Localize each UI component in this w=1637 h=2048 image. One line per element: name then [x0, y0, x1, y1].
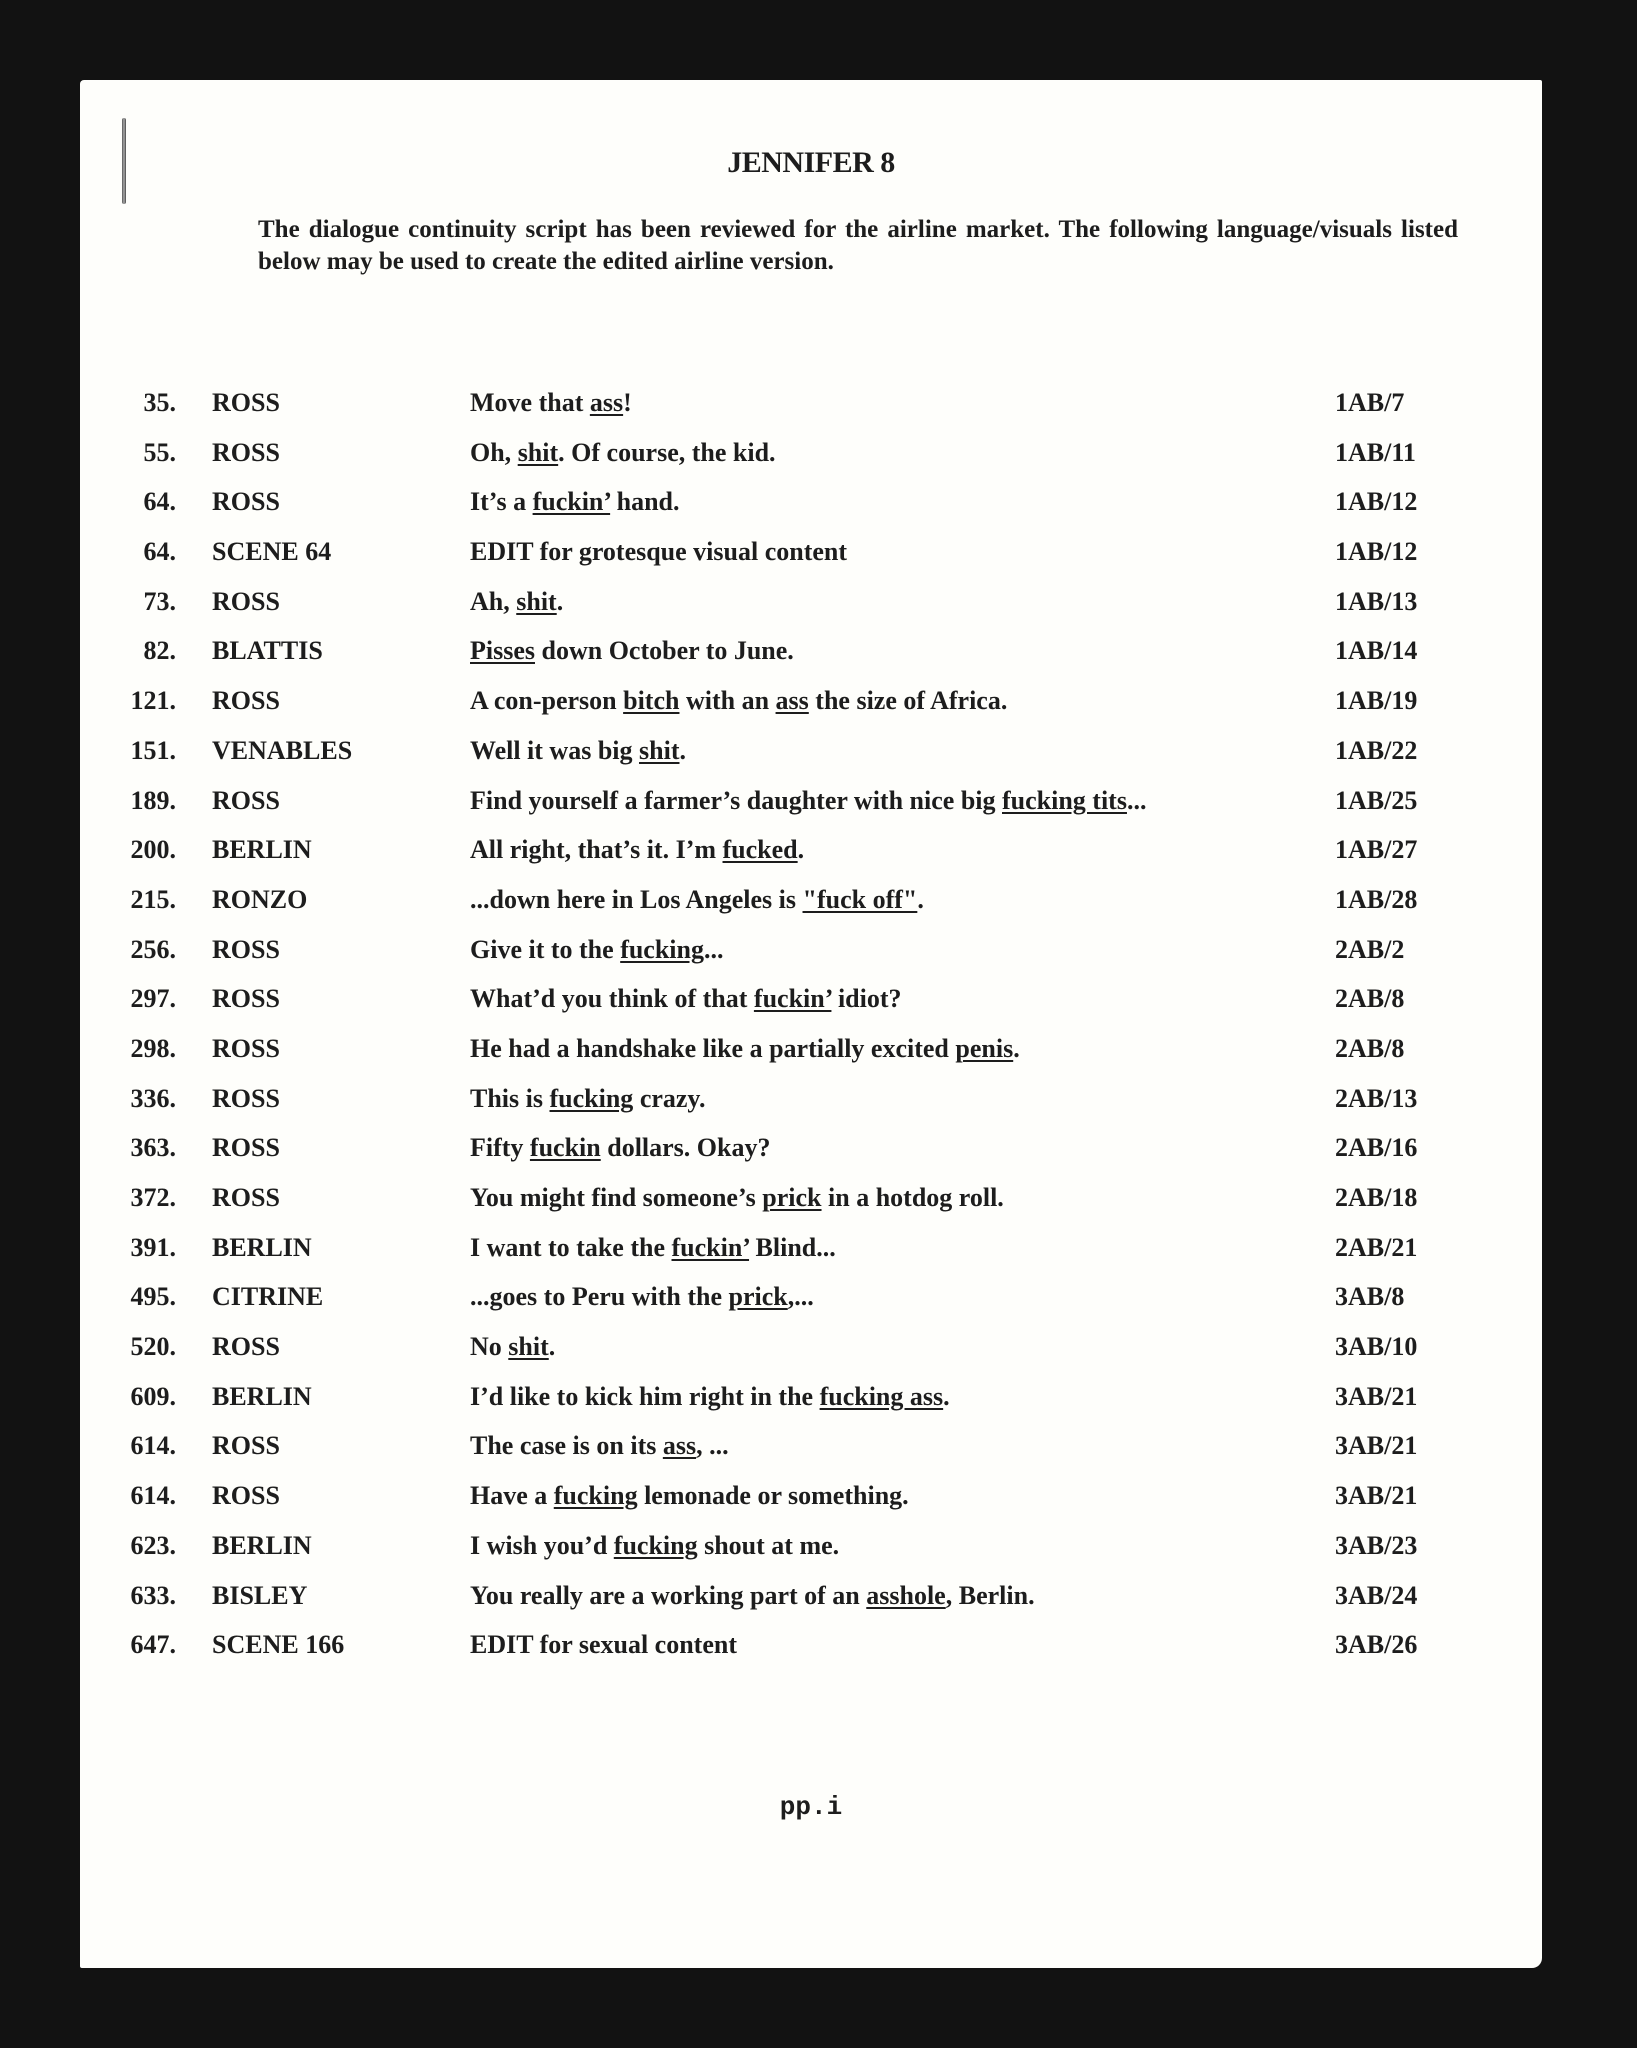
line-text: in a hotdog roll.: [821, 1183, 1004, 1212]
dialogue-line: [470, 1228, 836, 1268]
line-text: EDIT for grotesque visual content: [470, 537, 848, 567]
flagged-word: fucking: [620, 934, 704, 964]
line-text: Find yourself a farmer’s daughter with nice big: [470, 785, 1002, 815]
reel-reference: 2AB/18: [1335, 1183, 1418, 1212]
flagged-word: fucking: [613, 1530, 698, 1560]
speaker-name: BERLIN: [212, 835, 312, 865]
document-page: [80, 80, 1542, 1968]
dialogue-row: [80, 433, 1542, 483]
reel-reference: 3AB/23: [1335, 1530, 1418, 1560]
dialogue-row: [80, 930, 1542, 980]
line-text: No: [470, 1332, 509, 1362]
cue-number: 614.: [130, 1481, 176, 1511]
cue-number: 297.: [130, 984, 176, 1014]
reel-reference: 3AB/26: [1335, 1630, 1418, 1660]
speaker-name: ROSS: [212, 686, 280, 716]
dialogue-line: [470, 1178, 1004, 1218]
flagged-word: shit: [517, 437, 559, 467]
line-text: Have a: [470, 1481, 554, 1511]
line-text: Fifty: [470, 1133, 530, 1163]
flagged-word: fuckin’: [671, 1232, 750, 1262]
reel-reference: 1AB/27: [1335, 835, 1418, 865]
speaker-name: ROSS: [212, 1481, 280, 1511]
speaker-name: ROSS: [212, 1183, 280, 1212]
dialogue-row: [80, 1277, 1542, 1327]
line-text: What’d you think of that: [470, 984, 754, 1014]
line-text: ...: [1126, 785, 1147, 815]
line-text: !: [623, 388, 632, 417]
speaker-name: ROSS: [212, 984, 280, 1014]
flagged-word: fucking: [553, 1481, 638, 1511]
cue-number: 336.: [130, 1083, 176, 1113]
dialogue-row: [80, 582, 1542, 632]
line-text: Well it was big: [470, 735, 640, 765]
line-text: down October to June.: [535, 636, 794, 666]
line-text: .: [679, 735, 686, 765]
dialogue-line: [470, 1377, 950, 1417]
line-text: Give it to the: [470, 934, 621, 964]
line-text: .: [917, 884, 924, 914]
flagged-word: ass: [775, 686, 809, 716]
speaker-name: BERLIN: [212, 1232, 312, 1262]
dialogue-line: [470, 383, 632, 423]
line-text: Oh,: [470, 437, 518, 467]
reel-reference: 1AB/22: [1335, 735, 1418, 765]
dialogue-row: [80, 1576, 1542, 1626]
reel-reference: 2AB/8: [1335, 1033, 1405, 1063]
cue-number: 623.: [130, 1530, 176, 1560]
dialogue-row: [80, 1625, 1542, 1675]
dialogue-line: [470, 1426, 729, 1466]
dialogue-line: [470, 781, 1146, 821]
page-number: pp.i: [779, 1792, 843, 1822]
dialogue-row: [80, 731, 1542, 781]
flagged-word: bitch: [623, 686, 680, 716]
line-text: .: [797, 835, 805, 865]
speaker-name: ROSS: [212, 437, 280, 467]
line-text: ...: [704, 934, 724, 964]
reel-reference: 1AB/13: [1335, 586, 1418, 616]
line-text: dollars. Okay?: [600, 1133, 771, 1163]
dialogue-row: [80, 1178, 1542, 1228]
dialogue-line: [470, 731, 686, 771]
line-text: , ...: [696, 1431, 729, 1461]
speaker-name: ROSS: [212, 487, 280, 517]
line-text: Blind...: [749, 1232, 836, 1262]
line-text: ...goes to Peru with the: [470, 1282, 729, 1312]
line-text: The case is on its: [470, 1431, 663, 1461]
cue-number: 495.: [130, 1282, 176, 1312]
reel-reference: 1AB/19: [1335, 686, 1418, 716]
flagged-word: fucking tits: [1002, 785, 1127, 815]
flagged-word: fucking ass: [819, 1381, 944, 1411]
cue-number: 200.: [130, 835, 176, 865]
reel-reference: 1AB/12: [1335, 487, 1418, 517]
cue-number: 633.: [130, 1580, 176, 1610]
flagged-word: fucking: [549, 1083, 634, 1113]
reel-reference: 2AB/2: [1335, 934, 1405, 964]
reel-reference: 1AB/12: [1335, 537, 1418, 567]
reel-reference: 3AB/21: [1335, 1481, 1418, 1511]
cue-number: 520.: [130, 1332, 176, 1362]
flagged-word: shit: [639, 735, 680, 765]
reel-reference: 3AB/21: [1335, 1431, 1418, 1461]
speaker-name: BLATTIS: [212, 636, 323, 666]
speaker-name: RONZO: [212, 884, 308, 914]
dialogue-line: [470, 830, 804, 870]
line-text: shout at me.: [697, 1530, 840, 1560]
speaker-name: ROSS: [212, 785, 280, 815]
document-title: JENNIFER 8: [727, 146, 895, 179]
dialogue-line: [470, 532, 847, 572]
reel-reference: 2AB/21: [1335, 1232, 1418, 1262]
reel-reference: 1AB/7: [1335, 388, 1405, 417]
dialogue-row: [80, 383, 1542, 433]
cue-number: 609.: [130, 1381, 176, 1411]
dialogue-line: [470, 1327, 555, 1367]
cue-number: 372.: [130, 1183, 176, 1212]
speaker-name: BERLIN: [212, 1530, 312, 1560]
cue-number: 121.: [130, 686, 176, 716]
speaker-name: ROSS: [212, 586, 280, 616]
reel-reference: 3AB/8: [1335, 1282, 1405, 1312]
dialogue-line: [470, 582, 563, 622]
line-text: Move that: [470, 388, 590, 417]
line-text: A con-person: [470, 686, 624, 716]
cue-number: 298.: [130, 1033, 176, 1063]
dialogue-row: [80, 1327, 1542, 1377]
line-text: hand.: [610, 487, 680, 517]
line-text: . Of course, the kid.: [558, 437, 776, 467]
dialogue-line: [470, 1576, 1035, 1616]
speaker-name: ROSS: [212, 1033, 280, 1063]
line-text: lemonade or something.: [637, 1481, 909, 1511]
line-text: .: [556, 586, 564, 616]
speaker-name: BISLEY: [212, 1580, 308, 1610]
flagged-word: prick: [762, 1183, 822, 1212]
dialogue-list: [80, 383, 1542, 1675]
dialogue-line: [470, 979, 902, 1019]
cue-number: 647.: [130, 1630, 176, 1660]
line-text: I wish you’d: [470, 1530, 614, 1560]
dialogue-line: [470, 631, 794, 671]
dialogue-line: [470, 880, 924, 920]
dialogue-line: [470, 482, 680, 522]
cue-number: 55.: [143, 437, 176, 467]
reel-reference: 1AB/25: [1335, 785, 1418, 815]
reel-reference: 1AB/14: [1335, 636, 1418, 666]
flagged-word: "fuck off": [802, 884, 918, 914]
dialogue-line: [470, 433, 776, 473]
flagged-word: penis: [955, 1033, 1014, 1063]
speaker-name: ROSS: [212, 1431, 280, 1461]
dialogue-row: [80, 880, 1542, 930]
line-text: You might find someone’s: [470, 1183, 763, 1212]
speaker-name: VENABLES: [212, 735, 353, 765]
dialogue-row: [80, 532, 1542, 582]
flagged-word: ass: [589, 388, 624, 417]
reel-reference: 3AB/24: [1335, 1580, 1418, 1610]
cue-number: 363.: [130, 1133, 176, 1163]
cue-number: 64.: [143, 537, 176, 567]
dialogue-line: [470, 1029, 1020, 1069]
speaker-name: SCENE 166: [212, 1630, 345, 1660]
speaker-name: BERLIN: [212, 1381, 312, 1411]
line-text: He had a handshake like a partially excited: [470, 1033, 956, 1063]
line-text: crazy.: [633, 1083, 706, 1113]
dialogue-line: [470, 1128, 770, 1168]
flagged-word: Pisses: [470, 636, 535, 666]
dialogue-row: [80, 681, 1542, 731]
line-text: .: [1013, 1033, 1020, 1063]
dialogue-row: [80, 1228, 1542, 1278]
dialogue-row: [80, 1079, 1542, 1129]
dialogue-row: [80, 1377, 1542, 1427]
reel-reference: 1AB/11: [1335, 437, 1416, 467]
line-text: This is: [470, 1083, 550, 1113]
line-text: EDIT for sexual content: [470, 1630, 737, 1660]
cue-number: 151.: [130, 735, 176, 765]
flagged-word: shit: [516, 586, 557, 616]
flagged-word: shit: [508, 1332, 549, 1362]
line-text: with an: [679, 686, 776, 716]
dialogue-line: [470, 1079, 706, 1119]
reel-reference: 2AB/13: [1335, 1083, 1418, 1113]
line-text: idiot?: [831, 984, 902, 1014]
line-text: ,...: [787, 1282, 814, 1312]
dialogue-row: [80, 1476, 1542, 1526]
line-text: the size of Africa.: [808, 686, 1008, 716]
dialogue-row: [80, 1526, 1542, 1576]
cue-number: 391.: [130, 1232, 176, 1262]
dialogue-row: [80, 830, 1542, 880]
cue-number: 215.: [130, 884, 176, 914]
dialogue-line: [470, 930, 724, 970]
dialogue-line: [470, 681, 1007, 721]
dialogue-line: [470, 1277, 814, 1317]
cue-number: 64.: [143, 487, 176, 517]
speaker-name: ROSS: [212, 934, 280, 964]
reel-reference: 2AB/16: [1335, 1133, 1418, 1163]
dialogue-row: [80, 781, 1542, 831]
dialogue-row: [80, 1029, 1542, 1079]
reel-reference: 3AB/21: [1335, 1381, 1418, 1411]
intro-paragraph: The dialogue continuity script has been reviewed for the airline market. The following language/visuals listed below may be used to create the edited airline version.: [258, 216, 1458, 275]
reel-reference: 1AB/28: [1335, 884, 1418, 914]
reel-reference: 2AB/8: [1335, 984, 1405, 1014]
cue-number: 256.: [130, 934, 176, 964]
dialogue-line: [470, 1625, 737, 1665]
flagged-word: prick: [728, 1282, 788, 1312]
cue-number: 35.: [143, 388, 176, 417]
dialogue-row: [80, 1426, 1542, 1476]
line-text: I want to take the: [470, 1232, 672, 1262]
speaker-name: SCENE 64: [212, 537, 332, 567]
dialogue-row: [80, 631, 1542, 681]
dialogue-line: [470, 1526, 839, 1566]
flagged-word: ass: [662, 1431, 697, 1461]
flagged-word: asshole: [866, 1580, 946, 1610]
speaker-name: ROSS: [212, 1083, 280, 1113]
line-text: ...down here in Los Angeles is: [470, 884, 803, 914]
cue-number: 189.: [130, 785, 176, 815]
line-text: Ah,: [470, 586, 517, 616]
dialogue-line: [470, 1476, 909, 1516]
line-text: You really are a working part of an: [470, 1580, 867, 1610]
line-text: , Berlin.: [945, 1580, 1035, 1610]
line-text: It’s a: [470, 487, 533, 517]
reel-reference: 3AB/10: [1335, 1332, 1418, 1362]
speaker-name: CITRINE: [212, 1282, 324, 1312]
cue-number: 82.: [143, 636, 176, 666]
speaker-name: ROSS: [212, 1332, 280, 1362]
line-text: I’d like to kick him right in the: [470, 1381, 820, 1411]
dialogue-row: [80, 482, 1542, 532]
flagged-word: fuckin’: [753, 984, 832, 1014]
line-text: .: [943, 1381, 950, 1411]
dialogue-row: [80, 1128, 1542, 1178]
flagged-word: fucked: [722, 835, 798, 865]
cue-number: 73.: [143, 586, 176, 616]
dialogue-row: [80, 979, 1542, 1029]
line-text: .: [548, 1332, 556, 1362]
flagged-word: fuckin’: [532, 487, 611, 517]
flagged-word: fuckin: [529, 1133, 601, 1163]
line-text: All right, that’s it. I’m: [470, 835, 723, 865]
cue-number: 614.: [130, 1431, 176, 1461]
speaker-name: ROSS: [212, 388, 280, 417]
speaker-name: ROSS: [212, 1133, 280, 1163]
